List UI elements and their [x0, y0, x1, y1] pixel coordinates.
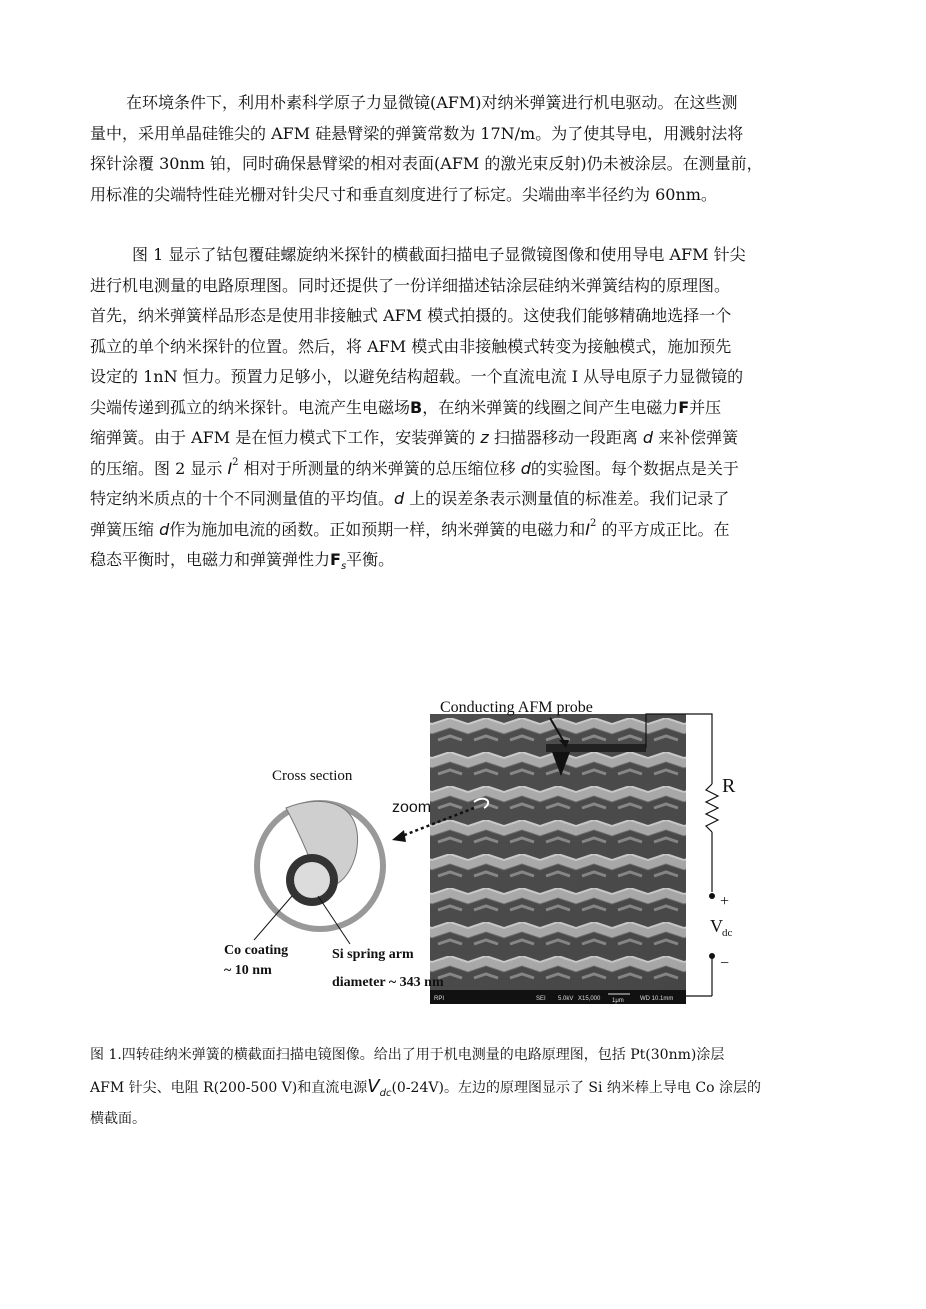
text-segment: 的压缩。图 2 显示 [90, 458, 223, 478]
symbol-i: I [585, 519, 590, 539]
paragraph-1-line: 用标准的尖端特性硅光栅对针尖尺寸和垂直刻度进行了标定。尖端曲率半径约为 60nm。 [90, 184, 717, 204]
paragraph-1-line: 探针涂覆 30nm 铂，同时确保悬臂梁的相对表面(AFM 的激光束反射)仍未被涂层。在测量前， [90, 154, 763, 173]
paragraph-2 [90, 240, 852, 576]
superscript-2: 2 [232, 456, 239, 468]
paragraph-2-line [90, 484, 852, 515]
zoom-arrowhead [392, 830, 406, 842]
text-segment: 并压 [689, 397, 722, 417]
co-label-2: ~ 10 nm [224, 963, 272, 978]
text-segment: ，在纳米弹簧的线圈之间产生电磁力 [422, 397, 679, 417]
cross-section-label: Cross section [272, 768, 353, 784]
text-segment: 特定纳米质点的十个不同测量值的平均值。 [90, 489, 395, 508]
caption-line: 图 1.四转硅纳米弹簧的横截面扫描电镜图像。给出了用于机电测量的电路原理图，包括 Pt(30nm)涂层 [90, 1047, 725, 1063]
paragraph-2-line: 图 1 显示了钴包覆硅螺旋纳米探针的横截面扫描电子显微镜图像和使用导电 AFM 针尖 [132, 245, 746, 264]
vdc-subscript: dc [722, 927, 733, 939]
text-segment: 的平方成正比。在 [601, 519, 730, 539]
symbol-d: d [159, 519, 170, 539]
figure-caption [90, 1040, 850, 1135]
caption-line [90, 1071, 850, 1104]
paragraph-2-line: 孤立的单个纳米探针的位置。然后，将 AFM 模式由非接触模式转变为接触模式，施加预先 [90, 336, 732, 356]
si-core [294, 862, 330, 898]
text-segment: 尖端传递到孤立的纳米探针。电流产生电磁场 [90, 397, 411, 417]
sem-bar-wd: WD 10.1mm [640, 996, 674, 1002]
text-segment: 的实验图。每个数据点是关于 [530, 458, 739, 478]
zoom-label: zoom [392, 799, 432, 816]
resistor-label: R [722, 775, 736, 797]
plus-label: + [720, 893, 730, 910]
symbol-v: V [367, 1076, 380, 1097]
symbol-b: B [410, 397, 423, 417]
symbol-f: F [678, 397, 690, 417]
si-label-1: Si spring arm [332, 947, 414, 962]
paragraph-2-line: 首先，纳米弹簧样品形态是使用非接触式 AFM 模式拍摄的。这使我们能够精确地选择一个 [90, 306, 732, 325]
vdc-label: V [710, 916, 723, 936]
text-segment: 缩弹簧。由于 AFM 是在恒力模式下工作，安装弹簧的 [90, 428, 476, 447]
sem-bar-mag: X15,000 [578, 996, 601, 1002]
superscript-2: 2 [590, 517, 597, 529]
paragraph-1 [90, 88, 852, 210]
symbol-d: d [394, 489, 405, 508]
paragraph-2-line [90, 393, 852, 424]
text-segment: 弹簧压缩 [90, 519, 155, 539]
paragraph-2-line [90, 515, 852, 546]
text-segment: 扫描器移动一段距离 [493, 428, 638, 447]
text-segment: AFM 针尖、电阻 R(200-500 V)和直流电源 [90, 1080, 368, 1096]
subscript-dc: dc [379, 1088, 392, 1099]
caption-line: 横截面。 [90, 1111, 146, 1127]
text-segment: 相对于所测量的纳米弹簧的总压缩位移 [243, 458, 516, 478]
probe-label: Conducting AFM probe [440, 699, 593, 716]
sem-bar-sei: SEI [536, 996, 546, 1002]
symbol-i: I [227, 458, 233, 478]
paragraph-1-line: 在环境条件下，利用朴素科学原子力显微镜(AFM)对纳米弹簧进行机电驱动。在这些测 [126, 93, 738, 112]
figure-1 [216, 684, 756, 1024]
paragraph-2-line [90, 423, 852, 454]
paragraph-2-line [90, 545, 852, 576]
sem-bar-scale: 1μm [612, 998, 624, 1004]
si-label-2: diameter ~ 343 nm [332, 975, 444, 990]
symbol-z: z [480, 428, 489, 447]
probe-cantilever [546, 744, 646, 752]
text-segment: 来补偿弹簧 [658, 428, 739, 447]
terminal-minus [709, 953, 715, 959]
symbol-fs: F [330, 550, 341, 569]
terminal-plus [709, 893, 715, 899]
paragraph-2-line: 进行机电测量的电路原理图。同时还提供了一份详细描述钴涂层硅纳米弹簧结构的原理图。 [90, 275, 731, 295]
symbol-d: d [642, 428, 654, 447]
text-segment: 作为施加电流的函数。正如预期一样，纳米弹簧的电磁力和 [169, 519, 586, 539]
symbol-d: d [520, 458, 531, 478]
minus-label: − [720, 955, 730, 972]
text-segment: 稳态平衡时，电磁力和弹簧弹性力 [90, 550, 331, 569]
text-segment: 平衡。 [346, 550, 395, 569]
resistor-zigzag [706, 784, 718, 832]
subscript-s: s [340, 561, 347, 572]
paragraph-2-line: 设定的 1nN 恒力。预置力足够小，以避免结构超载。一个直流电流 I 从导电原子力显微镜的 [90, 367, 744, 386]
paragraph-2-line [90, 454, 852, 485]
text-segment: (0-24V)。左边的原理图显示了 Si 纳米棒上导电 Co 涂层的 [391, 1080, 761, 1096]
co-label-1: Co coating [224, 943, 289, 958]
sem-bar-kv: 5.0kV [558, 996, 574, 1002]
text-segment: 上的误差条表示测量值的标准差。我们记录了 [409, 489, 730, 508]
sem-bar-rpi: RPI [434, 996, 445, 1002]
paragraph-1-line: 量中，采用单晶硅锥尖的 AFM 硅悬臂梁的弹簧常数为 17N/m。为了使其导电，用溅射法将 [90, 123, 744, 143]
